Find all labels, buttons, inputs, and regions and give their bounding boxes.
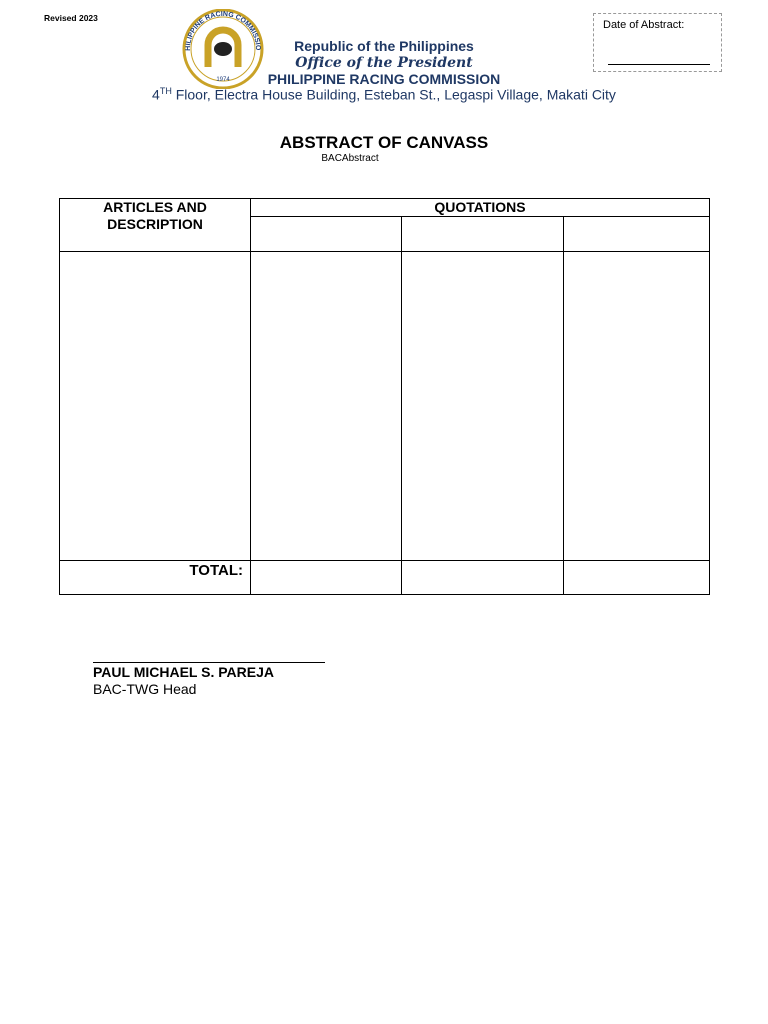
revision-label: Revised 2023 bbox=[44, 13, 98, 23]
total-label: TOTAL: bbox=[60, 561, 251, 595]
total-cell-3[interactable] bbox=[564, 561, 710, 595]
signatory-name: PAUL MICHAEL S. PAREJA bbox=[93, 664, 274, 680]
supplier-cell-2[interactable] bbox=[402, 217, 564, 252]
supplier-cell-3[interactable] bbox=[564, 217, 710, 252]
agency-heading: PHILIPPINE RACING COMMISSION bbox=[267, 71, 501, 87]
canvass-table bbox=[59, 198, 710, 595]
quotation-cell-2[interactable] bbox=[402, 252, 564, 561]
quotation-cell-3[interactable] bbox=[564, 252, 710, 561]
total-cell-1[interactable] bbox=[251, 561, 402, 595]
document-subtitle: BACAbstract bbox=[321, 153, 379, 164]
date-of-abstract-box bbox=[593, 13, 722, 72]
supplier-cell-1[interactable] bbox=[251, 217, 402, 252]
quotation-cell-1[interactable] bbox=[251, 252, 402, 561]
articles-header: ARTICLES AND DESCRIPTION bbox=[60, 199, 251, 252]
office-heading: Office of the President bbox=[295, 55, 473, 71]
articles-cell[interactable] bbox=[60, 252, 251, 561]
address-floor: 4 bbox=[152, 86, 160, 103]
republic-heading: Republic of the Philippines bbox=[294, 38, 474, 54]
quotations-header: QUOTATIONS bbox=[251, 199, 710, 217]
document-title: ABSTRACT OF CANVASS bbox=[279, 133, 489, 152]
address-line bbox=[0, 86, 768, 103]
total-cell-2[interactable] bbox=[402, 561, 564, 595]
date-label: Date of Abstract: bbox=[603, 19, 685, 31]
svg-text:PHILIPPINE RACING COMMISSION: HILIPPINE RACING COMMISSIO bbox=[184, 10, 262, 51]
seal-year: 1974 bbox=[216, 77, 230, 83]
address-superscript: TH bbox=[159, 86, 172, 96]
address-rest: Floor, Electra House Building, Esteban St., Legaspi Village, Makati City bbox=[171, 86, 616, 103]
date-input-line[interactable] bbox=[608, 64, 710, 65]
signatory-title: BAC-TWG Head bbox=[93, 681, 197, 697]
signature-line bbox=[93, 662, 325, 663]
